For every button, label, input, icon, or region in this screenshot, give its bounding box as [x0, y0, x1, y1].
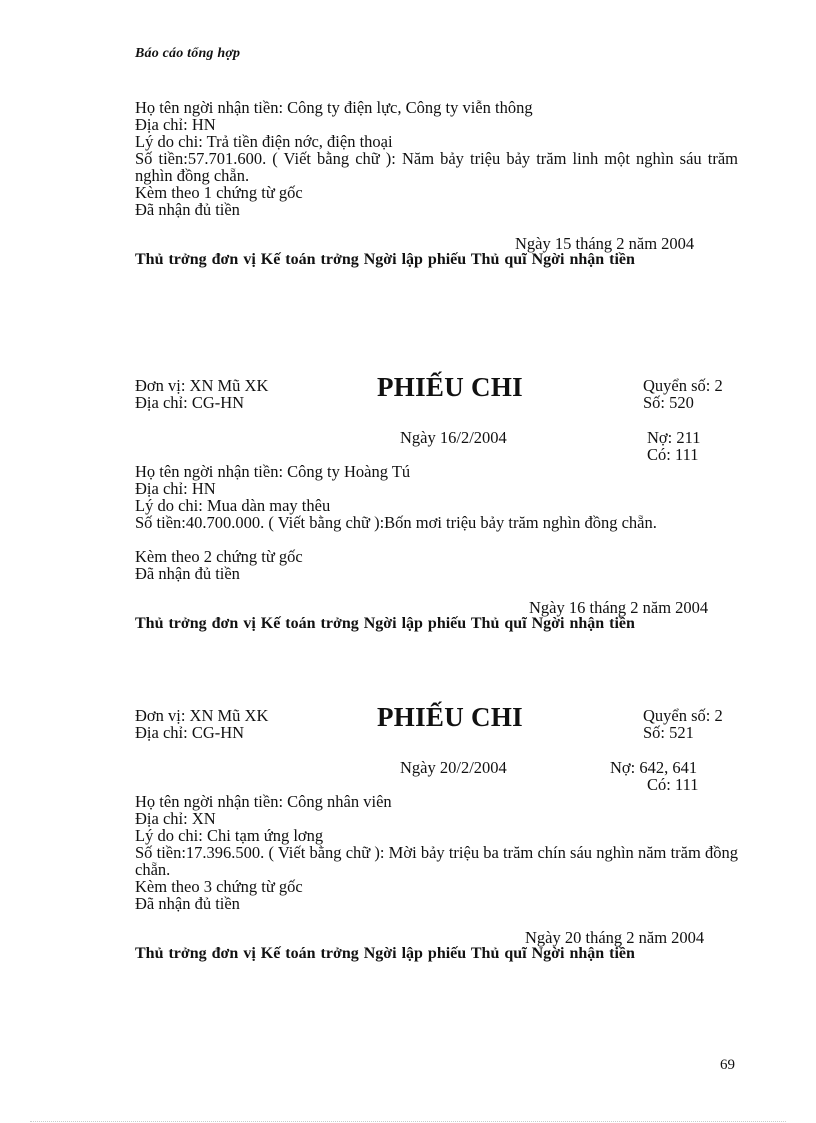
received-line: Đã nhận đủ tiền [135, 200, 240, 219]
unit-address: Địa chỉ: CG-HN [135, 723, 245, 742]
recipient-line: Họ tên ngời nhận tiền: Công ty điện lực, Công ty viễn thông [135, 98, 533, 117]
signing-date: Ngày 20 tháng 2 năm 2004 [525, 928, 705, 947]
attached-docs-line: Kèm theo 2 chứng từ gốc [135, 547, 303, 566]
recipient-line: Họ tên ngời nhận tiền: Công nhân viên [135, 792, 392, 811]
voucher-number: Số: 521 [643, 723, 694, 742]
amount-line: Số tiền:57.701.600. ( Viết bằng chữ ): Năm bảy triệu bảy trăm linh một nghìn sáu trăm nghìn đồng chẵn. [135, 149, 738, 185]
reason-line: Lý do chi: Mua dàn may thêu [135, 496, 331, 515]
signature-row: Thủ trởng đơn vị Kế toán trởng Ngời lập phiếu Thủ quĩ Ngời nhận tiền [135, 615, 635, 632]
unit-name: Đơn vị: XN Mũ XK [135, 706, 269, 725]
signature-row: Thủ trởng đơn vị Kế toán trởng Ngời lập phiếu Thủ quĩ Ngời nhận tiền [135, 945, 635, 962]
address-line: Địa chỉ: HN [135, 479, 216, 498]
credit-account: Có: 111 [647, 445, 699, 464]
received-line: Đã nhận đủ tiền [135, 564, 240, 583]
page-number: 69 [720, 1057, 735, 1073]
attached-docs-line: Kèm theo 3 chứng từ gốc [135, 877, 303, 896]
reason-line: Lý do chi: Chi tạm ứng lơng [135, 826, 324, 845]
unit-address: Địa chỉ: CG-HN [135, 393, 245, 412]
voucher-title: PHIẾU CHI [377, 702, 523, 732]
unit-name: Đơn vị: XN Mũ XK [135, 376, 269, 395]
voucher-date: Ngày 20/2/2004 [400, 758, 507, 777]
page-bottom-divider [30, 1121, 786, 1122]
received-line: Đã nhận đủ tiền [135, 894, 240, 913]
debit-account: Nợ: 642, 641 [610, 758, 698, 777]
credit-account: Có: 111 [647, 775, 699, 794]
voucher-date: Ngày 16/2/2004 [400, 428, 507, 447]
reason-line: Lý do chi: Trả tiền điện nớc, điện thoại [135, 132, 393, 151]
address-line: Địa chỉ: XN [135, 809, 216, 828]
amount-line: Số tiền:40.700.000. ( Viết bằng chữ ):Bốn mơi triệu bảy trăm nghìn đồng chẵn. [135, 513, 657, 532]
attached-docs-line: Kèm theo 1 chứng từ gốc [135, 183, 303, 202]
signature-row: Thủ trởng đơn vị Kế toán trởng Ngời lập phiếu Thủ quĩ Ngời nhận tiền [135, 251, 635, 268]
debit-account: Nợ: 211 [647, 428, 701, 447]
address-line: Địa chỉ: HN [135, 115, 216, 134]
signing-date: Ngày 16 tháng 2 năm 2004 [529, 598, 709, 617]
amount-line: Số tiền:17.396.500. ( Viết bằng chữ ): Mời bảy triệu ba trăm chín sáu nghìn năm trăm đồng chẵn. [135, 843, 738, 879]
voucher-title: PHIẾU CHI [377, 372, 523, 402]
voucher-number: Số: 520 [643, 393, 694, 412]
signing-date: Ngày 15 tháng 2 năm 2004 [515, 234, 695, 253]
document-header: Báo cáo tổng hợp [135, 46, 241, 61]
recipient-line: Họ tên ngời nhận tiền: Công ty Hoàng Tú [135, 462, 411, 481]
book-number: Quyển số: 2 [643, 376, 723, 395]
book-number: Quyển số: 2 [643, 706, 723, 725]
